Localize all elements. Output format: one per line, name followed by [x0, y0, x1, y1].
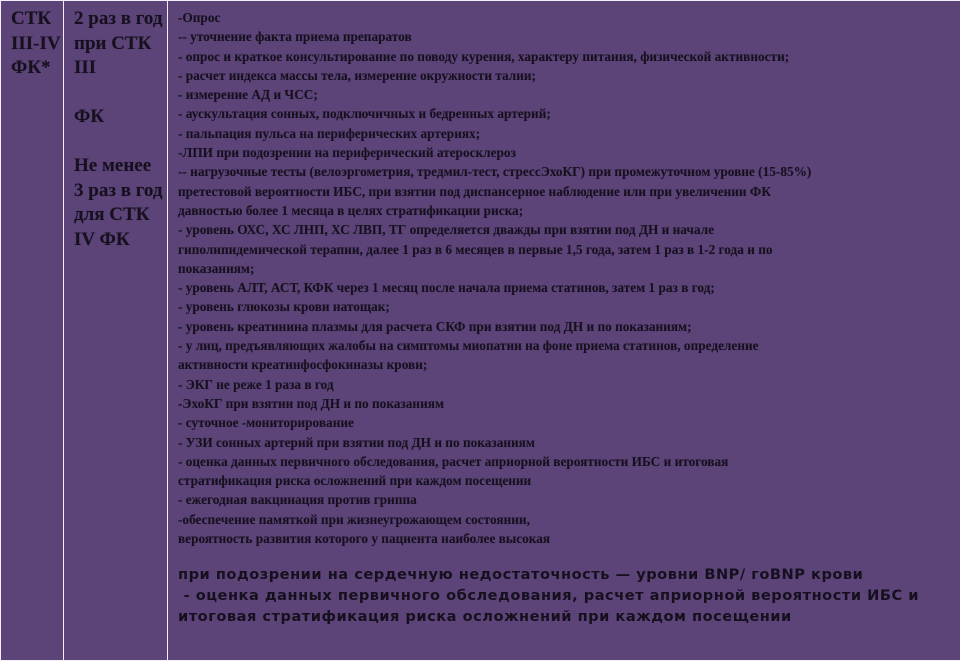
- list-item: - аускультация сонных, подключичных и бедренных артерий;: [178, 106, 551, 122]
- frequency-cell: [64, 1, 168, 661]
- list-item: - опрос и краткое консультирование по поводу курения, характеру питания, физической активности;: [178, 48, 790, 64]
- list-item: активности креатинфосфокиназы крови;: [178, 357, 428, 373]
- list-item: давностью более 1 месяца в целях стратификации риска;: [178, 202, 524, 218]
- list-item: - суточное -мониторирование: [178, 415, 354, 431]
- measures-cell: [168, 1, 960, 661]
- list-item: -ЭхоКГ при взятии под ДН и по показаниям: [178, 395, 444, 411]
- list-item: гиполипидемической терапии, далее 1 раз в 6 месяцев в первые 1,5 года, затем 1 раз в 1-2 года и по: [178, 241, 773, 257]
- list-item: -обеспечение памяткой при жизнеугрожающем состоянии,: [178, 511, 530, 527]
- heart-failure-line: - оценка данных первичного обследования, расчет априорной вероятности ИБС и: [178, 587, 919, 605]
- list-item: вероятность развития которого у пациента наиболее высокая: [178, 531, 551, 547]
- heart-failure-line: итоговая стратификация риска осложнений при каждом посещении: [178, 608, 792, 626]
- list-item: -Опрос: [178, 10, 221, 25]
- table-row: [1, 1, 960, 661]
- measures-list: [168, 1, 960, 548]
- list-item: -ЛПИ при подозрении на периферический атеросклероз: [178, 145, 516, 161]
- list-item: - ежегодная вакцинация против гриппа: [178, 492, 417, 508]
- list-item: - пальпация пульса на периферических артериях;: [178, 125, 481, 141]
- heart-failure-block: [168, 564, 960, 627]
- list-item: претестовой вероятности ИБС, при взятии под диспансерное наблюдение или при увеличении ФК: [178, 183, 771, 199]
- list-item: -- уточнение факта приема препаратов: [178, 29, 412, 45]
- list-item: - оценка данных первичного обследования, расчет априорной вероятности ИБС и итоговая: [178, 453, 729, 469]
- list-item: - ЭКГ не реже 1 раза в год: [178, 376, 334, 392]
- list-item: - уровень креатинина плазмы для расчета СКФ при взятии под ДН и по показаниям;: [178, 318, 692, 334]
- stage-cell: [1, 1, 64, 661]
- list-item: - расчет индекса массы тела, измерение окружности талии;: [178, 67, 536, 83]
- list-item: стратификация риска осложнений при каждом посещении: [178, 473, 532, 489]
- frequency-label: 2 раз в год при СТК III ФК Не менее 3 раз в год для СТК IV ФК: [74, 8, 163, 250]
- list-item: - у лиц, предъявляющих жалобы на симптомы миопатии на фоне приема статинов, определение: [178, 338, 759, 354]
- list-item: - УЗИ сонных артерий при взятии под ДН и по показаниям: [178, 434, 535, 450]
- list-item: - уровень ОХС, ХС ЛНП, ХС ЛВП, ТГ определяется дважды при взятии под ДН и начале: [178, 222, 715, 238]
- list-item: - измерение АД и ЧСС;: [178, 87, 318, 103]
- list-item: - уровень АЛТ, АСТ, КФК через 1 месяц после начала приема статинов, затем 1 раз в год;: [178, 280, 715, 296]
- stage-label: СТК III-IV ФК*: [11, 8, 61, 78]
- list-item: показаниям;: [178, 260, 255, 276]
- list-item: - уровень глюкозы крови натощак;: [178, 299, 390, 315]
- heart-failure-line: при подозрении на сердечную недостаточность — уровни BNP/ гоBNP крови: [178, 566, 864, 584]
- list-item: -- нагрузочные тесты (велоэргометрия, тредмил-тест, стрессЭхоКГ) при промежуточном уровне (15-85%): [178, 164, 812, 180]
